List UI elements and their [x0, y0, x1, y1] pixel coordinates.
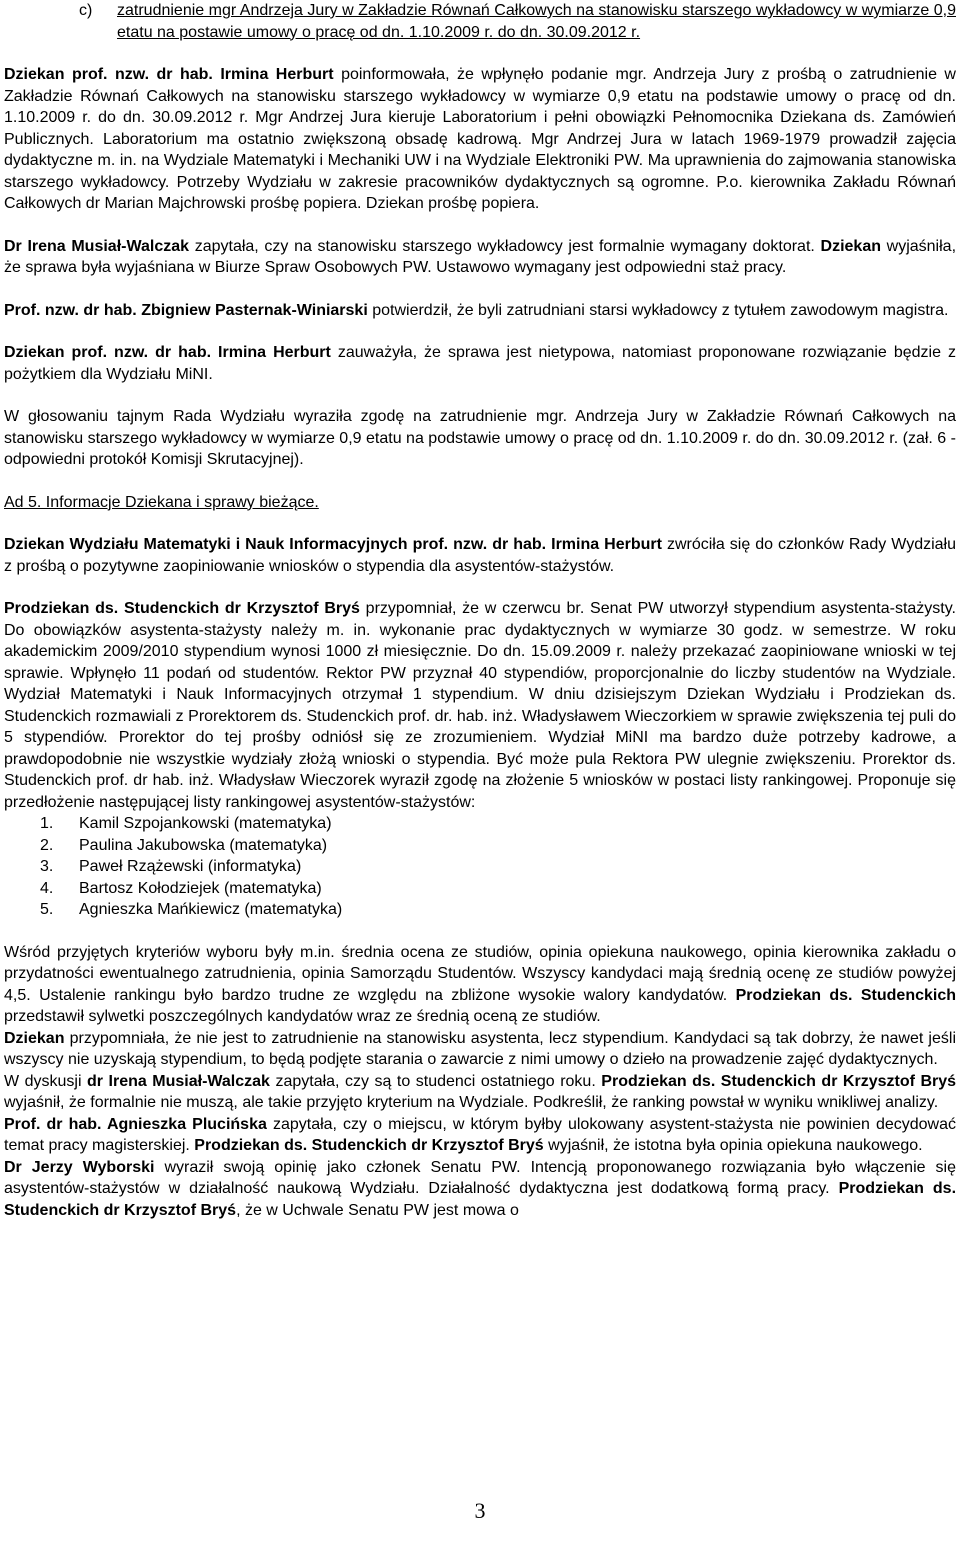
list-item	[4, 813, 956, 835]
paragraph-text: W głosowaniu tajnym Rada Wydziału wyraziła zgodę na zatrudnienie mgr. Andrzeja Jury w Zakładzie Równań Całkowych na stanowisku starszego wykładowcy w wymiarze 0,9 etatu na podstawie umowy o pracę od dn. 1.10.2009 r. do dn. 30.09.2012 r. (zał. 6 - odpowiedni protokół Komisji Skrutacyjnej).	[4, 408, 956, 468]
paragraph-text: przedstawił sylwetki poszczególnych kandydatów wraz ze średnią oceną ze studiów.	[4, 1008, 601, 1025]
paragraph-text: , że w Uchwale Senatu PW jest mowa o	[236, 1201, 519, 1219]
list-item	[4, 856, 956, 878]
list-number: 3.	[40, 858, 54, 875]
speaker-name: Dr Jerzy Wyborski	[4, 1158, 155, 1176]
paragraph-question-doctorate	[4, 236, 956, 279]
speaker-name: Dziekan prof. nzw. dr hab. Irmina Herburt	[4, 344, 331, 361]
list-number: 1.	[40, 815, 54, 832]
paragraph-discussion	[4, 1071, 956, 1114]
page-number: 3	[474, 1498, 486, 1523]
speaker-name: Prof. dr hab. Agnieszka Plucińska	[4, 1115, 267, 1133]
speaker-name: Dziekan Wydziału Matematyki i Nauk Informacyjnych prof. nzw. dr hab. Irmina Herburt	[4, 536, 662, 553]
list-number: 2.	[40, 836, 54, 854]
speaker-name: Prodziekan ds. Studenckich dr Krzysztof Bryś	[194, 1137, 544, 1154]
paragraph-text: wyjaśnił, że istotna była opinia opiekuna naukowego.	[543, 1137, 923, 1154]
paragraph-dean-reminder	[4, 1028, 956, 1071]
paragraph-dean-request	[4, 534, 956, 577]
paragraph-question-thesis	[4, 1114, 956, 1157]
paragraph-criteria	[4, 942, 956, 1028]
ranking-list	[4, 813, 956, 921]
list-text: Bartosz Kołodziejek (matematyka)	[79, 879, 322, 897]
agenda-item-c	[4, 0, 956, 43]
speaker-name: Prof. nzw. dr hab. Zbigniew Pasternak-Winiarski	[4, 301, 368, 319]
paragraph-text: poinformowała, że wpłynęło podanie mgr. Andrzeja Jury z prośbą o zatrudnienie w Zakładzie Równań Całkowych na stanowisku starszego wykładowcy w wymiarze 0,9 etatu na podstawie umowy o pracę od dn. 1.10.2009 r. do dn. 30.09.2012 r. Mgr Andrzej Jura kieruje Laboratorium i pełni obowiązki Pełnomocnika Dziekana ds. Zamówień Publicznych. Laboratorium ma ostatnio zwiększoną obsadę kadrową. Mgr Andrzej Jura w latach 1969-1979 prowadził zajęcia dydaktyczne m. in. na Wydziale Matematyki i Mechaniki UW i na Wydziale Elektroniki PW. Ma uprawnienia do zajmowania stanowiska starszego wykładowcy. Potrzeby Wydziału w zakresie pracowników dydaktycznych są ogromne. P.o. kierownika Zakładu Równań Całkowych dr Marian Majchrowski prośbę popiera. Dziekan prośbę popiera.	[4, 66, 956, 212]
list-text: Paweł Rzążewski (informatyka)	[79, 858, 302, 875]
speaker-name: Prodziekan ds. Studenckich dr Krzysztof Bryś	[4, 600, 360, 617]
speaker-name: Prodziekan ds. Studenckich	[735, 986, 957, 1004]
paragraph-text: W dyskusji	[4, 1072, 88, 1090]
paragraph-announcement	[4, 64, 956, 215]
paragraph-text: przypomniała, że nie jest to zatrudnienie na stanowisku asystenta, lecz stypendium. Kandydaci są tak dobrzy, że nawet jeśli wszyscy nie uzyskają stypendium, to będą podjęte starania o zawarcie z nimi umowy o dzieło na prowadzenie zajęć dydaktycznych.	[4, 1029, 956, 1068]
speaker-name: Prodziekan ds. Studenckich dr Krzysztof Bryś	[601, 1072, 957, 1090]
speaker-name: Dziekan	[4, 1029, 65, 1047]
list-number: 5.	[40, 901, 54, 918]
list-text: Agnieszka Mańkiewicz (matematyka)	[79, 901, 343, 918]
paragraph-senate-opinion	[4, 1157, 956, 1222]
paragraph-text: zapytała, czy na stanowisku starszego wykładowcy jest formalnie wymagany doktorat.	[189, 237, 821, 255]
paragraph-text: zapytała, czy są to studenci ostatniego roku.	[269, 1072, 602, 1090]
speaker-name: Dziekan	[820, 237, 881, 255]
paragraph-text: zauważyła, że sprawa jest nietypowa, natomiast proponowane rozwiązanie będzie z pożytkiem dla Wydziału MiNI.	[4, 344, 957, 383]
paragraph-text: zapytała, czy o miejscu, w którym byłby ulokowany asystent-stażysta nie powinien decydować temat pracy magisterskiej.	[4, 1115, 956, 1154]
item-label: c)	[79, 2, 93, 19]
paragraph-remark	[4, 342, 956, 385]
paragraph-text: zwróciła się do członków Rady Wydziału z prośbą o pozytywne zaopiniowanie wniosków o stypendia dla asystentów-stażystów.	[4, 536, 956, 575]
speaker-name: dr Irena Musiał-Walczak	[87, 1072, 270, 1090]
paragraph-text: wyjaśniła, że sprawa była wyjaśniana w Biurze Spraw Osobowych PW. Ustawowo wymagany jest odpowiedni staż pracy.	[4, 237, 957, 276]
list-item	[4, 899, 956, 921]
section-heading: Ad 5. Informacje Dziekana i sprawy bieżące.	[4, 493, 319, 511]
speaker-name: Dr Irena Musiał-Walczak	[4, 237, 190, 255]
list-number: 4.	[40, 879, 54, 897]
speaker-name: Dziekan prof. nzw. dr hab. Irmina Herburt	[4, 66, 334, 83]
paragraph-text: Wśród przyjętych kryteriów wyboru były m.in. średnia ocena ze studiów, opinia opiekuna naukowego, opinia kierownika zakładu o przydatności ewentualnego zatrudnienia, opinia Samorządu Studentów. Wszyscy kandydaci mają średnią ocenę ze studiów powyżej 4,5. Ustalenie rankingu było bardzo trudne ze względu na zbliżone wysokie walory kandydatów.	[4, 943, 956, 1004]
paragraph-text: wyraził swoją opinię jako członek Senatu PW. Intencją proponowanego rozwiązania było włączenie się asystentów-stażystów w działalność naukową Wydziału. Działalność dydaktyczna jest dodatkową formą pracy.	[4, 1158, 956, 1197]
item-c-text: zatrudnienie mgr Andrzeja Jury w Zakładzie Równań Całkowych na stanowisku starszego wykładowcy w wymiarze 0,9 etatu na postawie umowy o pracę od dn. 1.10.2009 r. do dn. 30.09.2012 r.	[117, 2, 956, 41]
paragraph-scholarship-info	[4, 598, 956, 813]
paragraph-confirmation	[4, 300, 956, 322]
list-item	[4, 878, 956, 900]
paragraph-vote-result	[4, 406, 956, 471]
list-item	[4, 835, 956, 857]
paragraph-text: potwierdził, że byli zatrudniani starsi wykładowcy z tytułem zawodowym magistra.	[367, 301, 949, 319]
paragraph-text: wyjaśnił, że formalnie nie muszą, ale takie przyjęto kryterium na Wydziale. Podkreślił, że ranking powstał w wyniku wnikliwej analizy.	[4, 1094, 939, 1111]
paragraph-text: przypomniał, że w czerwcu br. Senat PW utworzył stypendium asystenta-stażysty. Do obowiązków asystenta-stażysty należy m. in. wykonanie prac dydaktycznych w wymiarze 30 godz. w semestrze. W roku akademickim 2009/2010 stypendium wynosi 1000 zł miesięcznie. Do dn. 15.09.2009 r. należy przekazać zaopiniowane wnioski w tej sprawie. Wpłynęło 11 podań od studentów. Rektor PW przyznał 40 stypendiów, proporcjonalnie do liczby studentów na Wydziale. Wydział Matematyki i Nauk Informacyjnych otrzymał 1 stypendium. W dniu dzisiejszym Dziekan Wydziału i Prodziekan ds. Studenckich rozmawiali z Prorektorem ds. Studenckich prof. dr. hab. inż. Władysławem Wieczorkiem w sprawie zwiększenia tej puli do 5 stypendiów. Prorektor do tej prośby odniósł się ze zrozumieniem. Wydział MiNI ma bardzo duże potrzeby kadrowe, a prawdopodobnie nie wszystkie wydziały złożą wnioski o stypendia. Być może pula Rektora PW ulegnie zwiększeniu. Prorektor ds. Studenckich prof. dr hab. inż. Władysław Wieczorek wyraził zgodę na złożenie 5 wniosków w postaci listy rankingowej. Proponuje się przedłożenie następującej listy rankingowej asystentów-stażystów:	[4, 600, 956, 811]
list-text: Kamil Szpojankowski (matematyka)	[79, 815, 332, 832]
list-text: Paulina Jakubowska (matematyka)	[79, 836, 328, 854]
speaker-name: Prodziekan ds. Studenckich dr Krzysztof Bryś	[4, 1180, 957, 1219]
